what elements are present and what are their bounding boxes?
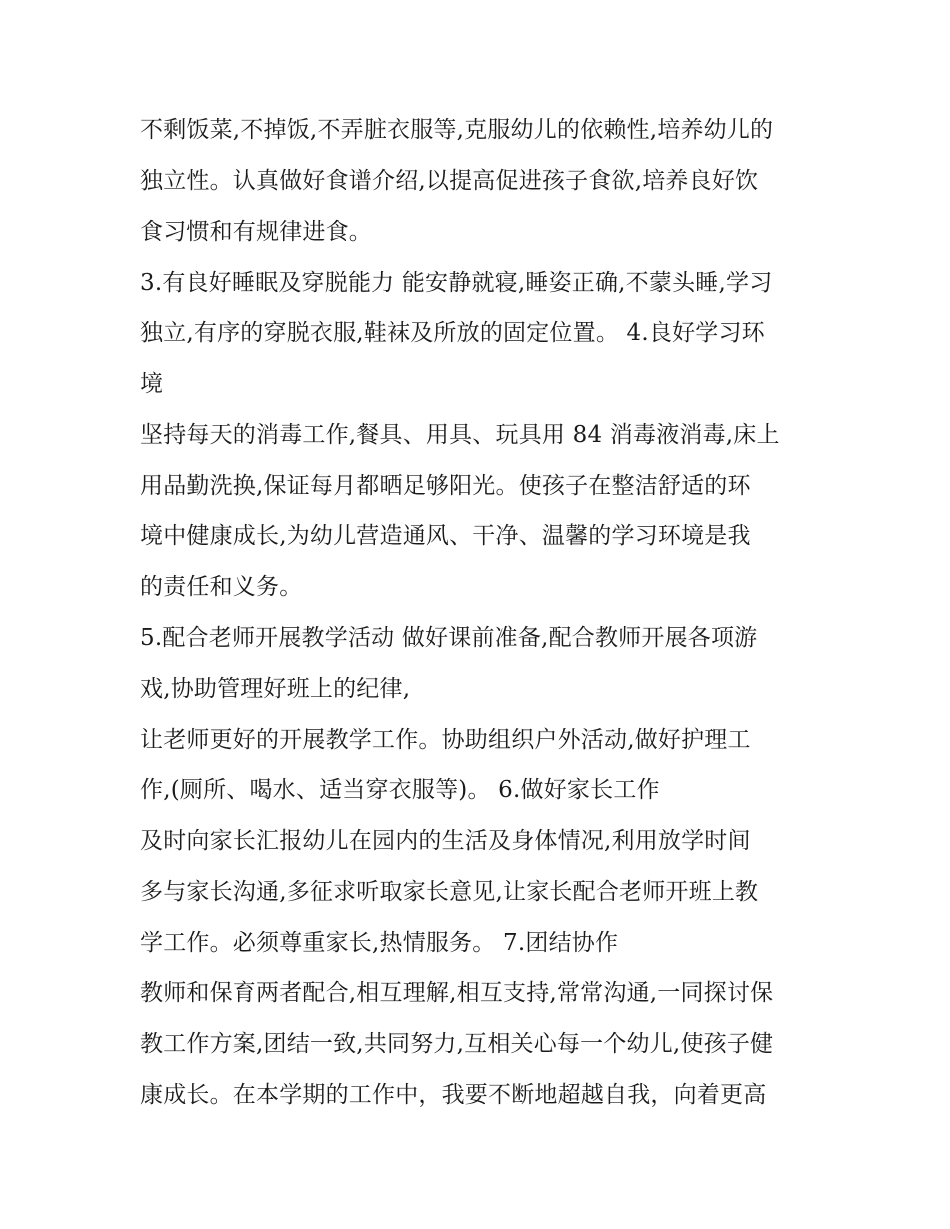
text-line: 3.有良好睡眠及穿脱能力 能安静就寝,睡姿正确,不蒙头睡,学习 <box>140 270 773 296</box>
text-line: 境中健康成长,为幼儿营造通风、干净、温馨的学习环境是我 <box>140 523 751 549</box>
text-line: 康成长。在本学期的工作中，我要不断地超越自我，向着更高 <box>140 1082 767 1108</box>
text-line: 及时向家长汇报幼儿在园内的生活及身体情况,利用放学时间 <box>140 828 751 854</box>
text-line: 不剩饭菜,不掉饭,不弄脏衣服等,克服幼儿的依赖性,培养幼儿的 <box>140 117 774 143</box>
text-line: 独立,有序的穿脱衣服,鞋袜及所放的固定位置。 4.良好学习环 <box>140 320 765 346</box>
text-line: 教工作方案,团结一致,共同努力,互相关心每一个幼儿,使孩子健 <box>140 1031 774 1057</box>
text-line: 教师和保育两者配合,相互理解,相互支持,常常沟通,一同探讨保 <box>140 980 774 1006</box>
text-line: 独立性。认真做好食谱介绍,以提高促进孩子食欲,培养良好饮 <box>140 168 759 194</box>
text-line: 让老师更好的开展教学工作。协助组织户外活动,做好护理工 <box>140 727 751 753</box>
text-line: 坚持每天的消毒工作,餐具、用具、玩具用 84 消毒液消毒,床上 <box>140 422 780 448</box>
text-line: 食习惯和有规律进食。 <box>140 219 372 245</box>
text-line: 用品勤洗换,保证每月都晒足够阳光。使孩子在整洁舒适的环 <box>140 473 751 499</box>
text-line: 多与家长沟通,多征求听取家长意见,让家长配合老师开班上教 <box>140 879 759 905</box>
text-line: 学工作。必须尊重家长,热情服务。 7.团结协作 <box>140 930 619 956</box>
text-line: 作,(厕所、喝水、适当穿衣服等)。 6.做好家长工作 <box>140 777 660 803</box>
text-line: 戏,协助管理好班上的纪律, <box>140 676 411 702</box>
text-line: 境 <box>140 371 164 397</box>
text-line: 的责任和义务。 <box>140 574 303 600</box>
text-line: 5.配合老师开展教学活动 做好课前准备,配合教师开展各项游 <box>140 625 758 651</box>
